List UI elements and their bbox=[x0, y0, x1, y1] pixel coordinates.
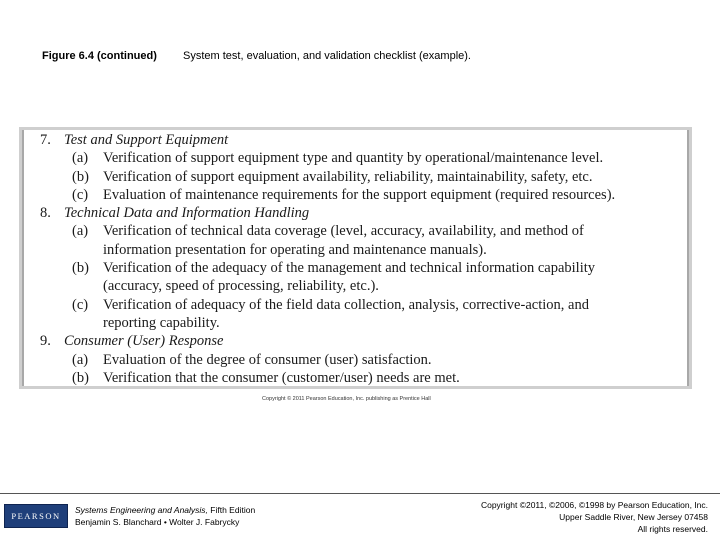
copyright-notice bbox=[481, 499, 708, 535]
checklist-section-heading bbox=[40, 204, 692, 222]
book-title-line bbox=[75, 505, 255, 517]
item-text: Verification of support equipment type and quantity by operational/maintenance level. bbox=[103, 150, 604, 167]
item-letter: (b) bbox=[72, 168, 89, 185]
item-letter: (b) bbox=[72, 369, 89, 386]
checklist-item-line bbox=[40, 314, 692, 332]
item-text: information presentation for operating and maintenance manuals). bbox=[103, 241, 487, 258]
footer-divider bbox=[0, 493, 720, 494]
book-citation bbox=[75, 505, 255, 528]
item-letter: (b) bbox=[72, 260, 89, 277]
item-letter: (a) bbox=[72, 223, 89, 240]
item-letter: (c) bbox=[72, 186, 89, 203]
item-text: Verification that the consumer (customer/user) needs are met. bbox=[103, 369, 460, 386]
item-letter: (c) bbox=[72, 296, 89, 313]
checklist-item-line bbox=[40, 369, 692, 387]
checklist-item-line bbox=[40, 186, 692, 204]
figure-frame bbox=[22, 130, 689, 386]
book-authors: Benjamin S. Blanchard • Wolter J. Fabrycky bbox=[75, 516, 240, 527]
item-text: Evaluation of the degree of consumer (user) satisfaction. bbox=[103, 351, 432, 368]
checklist-item-line bbox=[40, 351, 692, 369]
publisher-logo bbox=[4, 504, 68, 528]
book-edition: Fifth Edition bbox=[207, 505, 256, 515]
item-text: reporting capability. bbox=[103, 314, 220, 331]
item-text: Evaluation of maintenance requirements for the support equipment (required resources). bbox=[103, 186, 616, 203]
checklist-item-line bbox=[40, 259, 692, 277]
checklist-item-line bbox=[40, 277, 692, 295]
figure-caption bbox=[0, 50, 720, 66]
section-heading: Consumer (User) Response bbox=[64, 333, 224, 350]
checklist-section-heading bbox=[40, 131, 692, 149]
checklist-item-line bbox=[40, 149, 692, 167]
checklist-item-line bbox=[40, 168, 692, 186]
figure-source-credit: Copyright © 2011 Pearson Education, Inc. publishing as Prentice Hall bbox=[262, 396, 431, 402]
section-number: 8. bbox=[40, 205, 51, 222]
item-text: Verification of technical data coverage (level, accuracy, availability, and method of bbox=[103, 223, 584, 240]
section-heading: Technical Data and Information Handling bbox=[64, 205, 310, 222]
item-text: (accuracy, speed of processing, reliability, etc.). bbox=[103, 278, 379, 295]
checklist-figure bbox=[19, 127, 692, 389]
item-letter: (a) bbox=[72, 351, 89, 368]
checklist-item-line bbox=[40, 222, 692, 240]
item-text: Verification of adequacy of the field data collection, analysis, corrective-action, and bbox=[103, 296, 589, 313]
checklist-section-heading bbox=[40, 332, 692, 350]
checklist-item-line bbox=[40, 296, 692, 314]
checklist-item-line bbox=[40, 241, 692, 259]
figure-title: System test, evaluation, and validation checklist (example). bbox=[183, 50, 471, 62]
copyright-line: All rights reserved. bbox=[637, 524, 708, 534]
section-number: 9. bbox=[40, 333, 51, 350]
copyright-line: Copyright ©2011, ©2006, ©1998 by Pearson Education, Inc. bbox=[480, 500, 708, 510]
item-text: Verification of support equipment availability, reliability, maintainability, safety, etc. bbox=[103, 168, 593, 185]
section-number: 7. bbox=[40, 132, 51, 148]
checklist bbox=[40, 131, 692, 387]
copyright-line: Upper Saddle River, New Jersey 07458 bbox=[559, 512, 708, 522]
item-letter: (a) bbox=[72, 150, 89, 167]
section-heading: Test and Support Equipment bbox=[64, 132, 229, 148]
figure-label: Figure 6.4 (continued) bbox=[42, 50, 157, 62]
item-text: Verification of the adequacy of the management and technical information capability bbox=[103, 260, 595, 277]
book-title: Systems Engineering and Analysis, bbox=[75, 505, 208, 515]
publisher-logo-text: PEARSON bbox=[11, 511, 61, 521]
